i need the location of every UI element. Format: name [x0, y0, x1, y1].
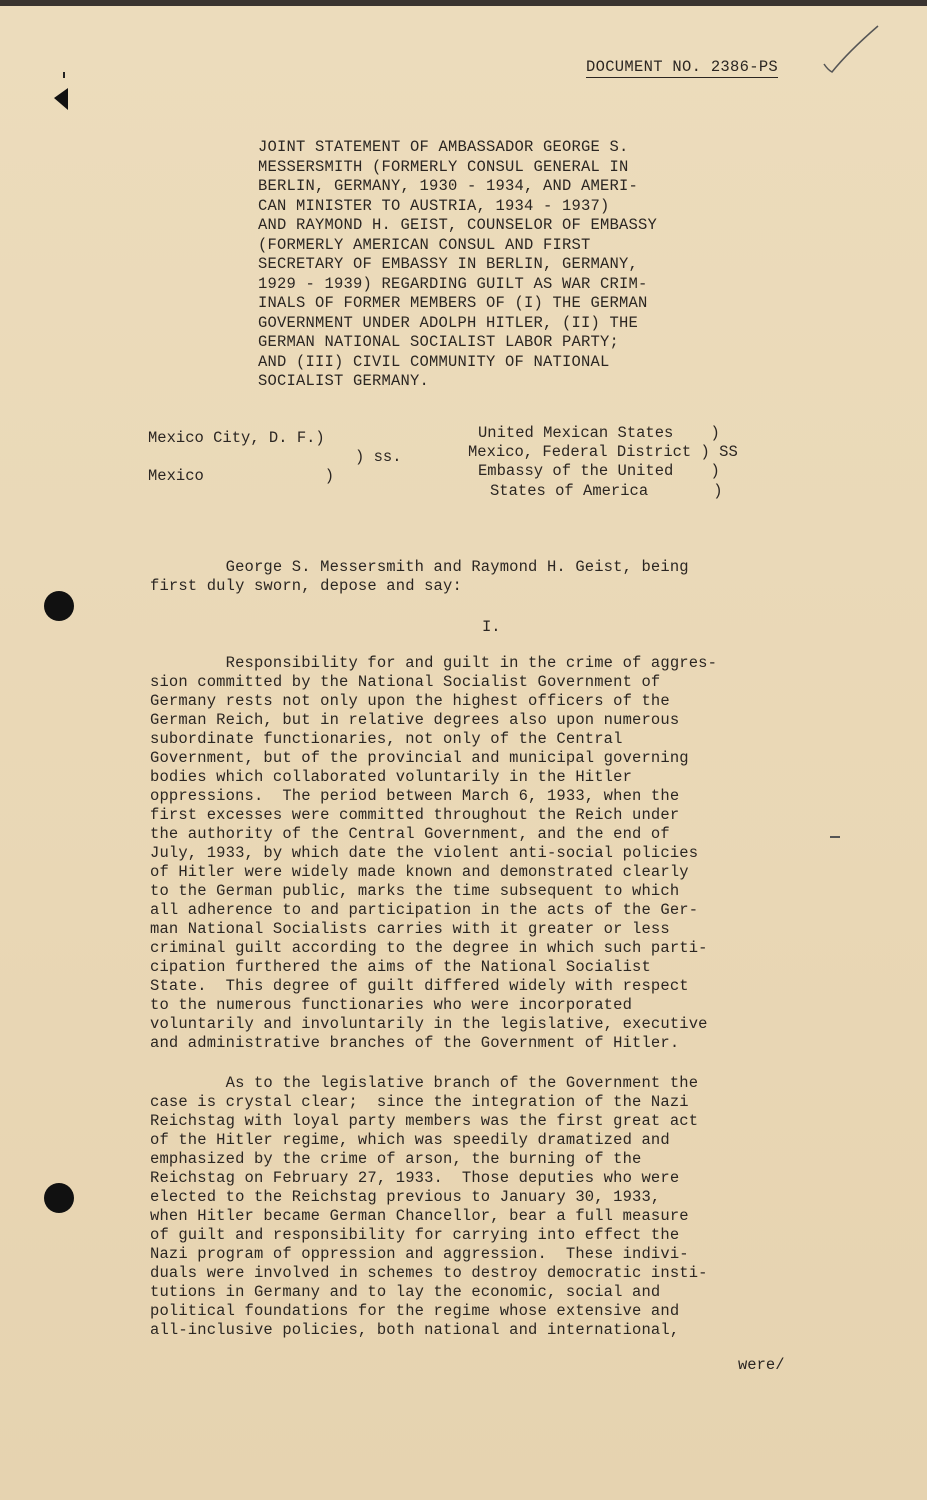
check-mark-icon	[818, 22, 888, 82]
venue-right-line2: Mexico, Federal District ) SS	[468, 443, 738, 461]
venue-right-line3: Embassy of the United )	[478, 462, 720, 480]
title-line: JOINT STATEMENT OF AMBASSADOR GEORGE S.	[258, 138, 629, 156]
title-line: SOCIALIST GERMANY.	[258, 372, 430, 390]
venue-left-line1: Mexico City, D. F.)	[148, 429, 325, 447]
venue-right-line1: United Mexican States )	[478, 424, 720, 442]
paragraph-line: Reichstag with loyal party members was the first great act	[150, 1112, 699, 1130]
paragraph-line: oppressions. The period between March 6, 1933, when the	[150, 787, 680, 805]
statement-title	[258, 138, 778, 392]
punch-hole	[44, 591, 74, 621]
paragraph-line: all-inclusive policies, both national and international,	[150, 1321, 680, 1339]
title-line: MESSERSMITH (FORMERLY CONSUL GENERAL IN	[258, 157, 629, 176]
paragraph-line: Reichstag on February 27, 1933. Those deputies who were	[150, 1169, 680, 1187]
paragraph-line: duals were involved in schemes to destroy democratic insti-	[150, 1264, 708, 1282]
paragraph-line: Nazi program of oppression and aggression. These indivi-	[150, 1245, 689, 1263]
paragraph-line: of the Hitler regime, which was speedily dramatized and	[150, 1131, 670, 1149]
paragraph-1	[150, 654, 840, 1053]
section-numeral: I.	[482, 618, 501, 636]
paragraph-line: bodies which collaborated voluntarily in the Hitler	[150, 768, 633, 786]
paragraph-line: criminal guilt according to the degree in which such parti-	[150, 939, 708, 957]
paragraph-line: elected to the Reichstag previous to January 30, 1933,	[150, 1188, 661, 1206]
title-line: INALS OF FORMER MEMBERS OF (I) THE GERMAN	[258, 294, 648, 312]
margin-mark	[830, 836, 840, 838]
paragraph-line: Germany rests not only upon the highest officers of the	[150, 692, 670, 710]
title-line: 1929 - 1939) REGARDING GUILT AS WAR CRIM-	[258, 274, 648, 293]
paragraph-line: when Hitler became German Chancellor, bear a full measure	[150, 1207, 689, 1225]
paragraph-line: tutions in Germany and to lay the economic, social and	[150, 1283, 661, 1301]
punch-hole	[44, 1183, 74, 1213]
paragraph-line: to the German public, marks the time subsequent to which	[150, 882, 680, 900]
venue-left-line2: Mexico )	[148, 467, 335, 485]
intro-paragraph	[150, 558, 840, 596]
title-line: AND RAYMOND H. GEIST, COUNSELOR OF EMBASSY	[258, 216, 658, 234]
arrow-marker-icon	[50, 70, 76, 118]
intro-line: George S. Messersmith and Raymond H. Geist, being	[150, 558, 689, 576]
title-line: CAN MINISTER TO AUSTRIA, 1934 - 1937)	[258, 196, 610, 215]
paragraph-line: first excesses were committed throughout the Reich under	[150, 806, 680, 824]
paragraph-line: man National Socialists carries with it greater or less	[150, 920, 670, 938]
paragraph-line: and administrative branches of the Government of Hitler.	[150, 1034, 680, 1052]
paragraph-line: sion committed by the National Socialist Government of	[150, 673, 661, 691]
paragraph-line: Responsibility for and guilt in the crime of aggres-	[150, 654, 718, 672]
title-line: SECRETARY OF EMBASSY IN BERLIN, GERMANY,	[258, 255, 639, 273]
venue-right-line4: States of America )	[490, 482, 723, 500]
paragraph-line: As to the legislative branch of the Government the	[150, 1074, 699, 1092]
paragraph-line: July, 1933, by which date the violent anti-social policies	[150, 844, 699, 862]
document-number: DOCUMENT NO. 2386-PS	[586, 58, 779, 76]
title-line: GERMAN NATIONAL SOCIALIST LABOR PARTY;	[258, 333, 620, 351]
paragraph-line: all adherence to and participation in the acts of the Ger-	[150, 901, 699, 919]
title-line: (FORMERLY AMERICAN CONSUL AND FIRST	[258, 235, 591, 254]
paragraph-line: the authority of the Central Government, and the end of	[150, 825, 670, 843]
paragraph-line: of guilt and responsibility for carrying into effect the	[150, 1226, 680, 1244]
paragraph-line: to the numerous functionaries who were incorporated	[150, 996, 633, 1014]
paragraph-line: German Reich, but in relative degrees also upon numerous	[150, 711, 680, 729]
paragraph-line: case is crystal clear; since the integration of the Nazi	[150, 1093, 689, 1111]
venue-left-ss: ) ss.	[355, 448, 402, 466]
paragraph-line: Government, but of the provincial and municipal governing	[150, 749, 689, 767]
intro-line: first duly sworn, depose and say:	[150, 577, 462, 595]
paragraph-line: cipation furthered the aims of the National Socialist	[150, 958, 651, 976]
paragraph-line: subordinate functionaries, not only of the Central	[150, 730, 623, 748]
title-line: AND (III) CIVIL COMMUNITY OF NATIONAL	[258, 352, 610, 371]
paragraph-line: State. This degree of guilt differed widely with respect	[150, 977, 689, 995]
paragraph-line: emphasized by the crime of arson, the burning of the	[150, 1150, 642, 1168]
paragraph-line: political foundations for the regime whose extensive and	[150, 1302, 680, 1320]
paragraph-2	[150, 1074, 840, 1340]
page-top-edge	[0, 0, 927, 6]
title-line: BERLIN, GERMANY, 1930 - 1934, AND AMERI-	[258, 177, 639, 195]
title-line: GOVERNMENT UNDER ADOLPH HITLER, (II) THE	[258, 313, 639, 332]
catchword: were/	[738, 1356, 785, 1374]
paragraph-line: voluntarily and involuntarily in the legislative, executive	[150, 1015, 708, 1033]
paragraph-line: of Hitler were widely made known and demonstrated clearly	[150, 863, 689, 881]
